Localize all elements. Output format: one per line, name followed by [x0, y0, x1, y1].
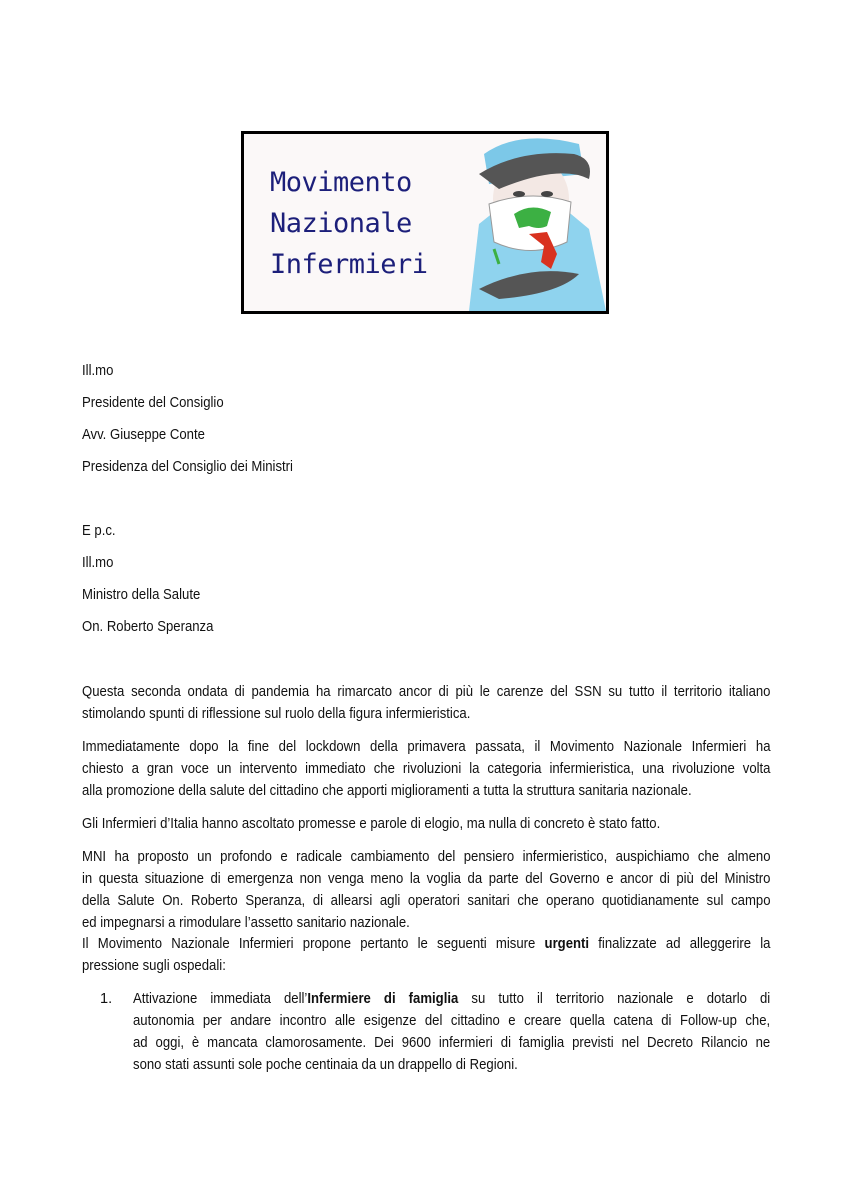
list-item-line	[133, 990, 770, 1008]
paragraph-line	[82, 848, 771, 866]
text-segment: su tutto il territorio nazionale e dotarlo di	[458, 991, 771, 1007]
text-segment: finalizzate ad alleggerire la	[589, 936, 771, 952]
text-segment: in questa situazione di emergenza non venga meno la voglia da parte del Governo e ancor di più del Ministro	[82, 871, 771, 887]
text-segment: sono stati assunti sole poche centinaia da un drappello di Regioni.	[133, 1057, 518, 1073]
logo-line: Nazionale	[270, 208, 412, 239]
recipient-line: Presidenza del Consiglio dei Ministri	[82, 459, 293, 475]
paragraph-line	[82, 738, 771, 756]
paragraph-line	[82, 683, 771, 701]
nurse-illustration	[459, 134, 606, 311]
logo-line: Movimento	[270, 167, 412, 198]
logo-line: Infermieri	[270, 249, 428, 280]
paragraph-line	[82, 782, 771, 800]
text-segment: Questa seconda ondata di pandemia ha rimarcato ancor di più le carenze del SSN su tutto il territorio italiano	[82, 684, 771, 700]
text-segment: MNI ha proposto un profondo e radicale cambiamento del pensiero infermieristico, auspichiamo che almeno	[82, 849, 771, 865]
paragraph-line	[82, 870, 771, 888]
paragraph-line	[82, 892, 771, 910]
paragraph-line	[82, 815, 771, 833]
paragraph-line	[82, 705, 771, 723]
list-item-line	[133, 1012, 770, 1030]
cc-line: On. Roberto Speranza	[82, 619, 214, 635]
text-segment: Immediatamente dopo la fine del lockdown della primavera passata, il Movimento Nazionale Infermieri ha	[82, 739, 771, 755]
text-segment: ed impegnarsi a rimodulare l’assetto sanitario nazionale.	[82, 915, 410, 931]
recipient-line: Avv. Giuseppe Conte	[82, 427, 205, 443]
text-segment: alla promozione della salute del cittadino che apporti miglioramenti a tutta la struttura sanitaria nazionale.	[82, 783, 692, 799]
paragraph-line	[82, 760, 771, 778]
text-segment: Attivazione immediata dell’	[133, 991, 308, 1007]
movimento-nazionale-infermieri-logo	[241, 131, 609, 314]
list-item-line	[133, 1056, 770, 1074]
cc-line: Ministro della Salute	[82, 587, 201, 603]
text-segment: chiesto a gran voce un intervento immediato che rivoluzioni la categoria infermieristica, una rivoluzione volta	[82, 761, 771, 777]
recipient-line: Presidente del Consiglio	[82, 395, 224, 411]
list-number: 1.	[100, 991, 113, 1007]
paragraph-line	[82, 935, 771, 953]
text-segment: stimolando spunti di riflessione sul ruolo della figura infermieristica.	[82, 706, 471, 722]
text-segment: ad oggi, è mancata clamorosamente. Dei 9600 infermieri di famiglia previsti nel Decreto Rilancio ne	[133, 1035, 771, 1051]
text-segment: Gli Infermieri d’Italia hanno ascoltato promesse e parole di elogio, ma nulla di concreto è stato fatto.	[82, 816, 661, 832]
logo-text	[270, 162, 428, 285]
text-segment: pressione sugli ospedali:	[82, 958, 226, 974]
text-segment: della Salute On. Roberto Speranza, di allearsi agli operatori sanitari che operano quotidianamente sul campo	[82, 893, 771, 909]
recipient-line: Ill.mo	[82, 363, 114, 379]
cc-line: E p.c.	[82, 523, 116, 539]
bold-text: Infermiere di famiglia	[307, 991, 459, 1007]
list-item-line	[133, 1034, 770, 1052]
bold-text: urgenti	[544, 936, 590, 952]
text-segment: Il Movimento Nazionale Infermieri propone pertanto le seguenti misure	[82, 936, 545, 952]
cc-line: Ill.mo	[82, 555, 114, 571]
paragraph-line	[82, 957, 771, 975]
paragraph-line	[82, 914, 771, 932]
text-segment: autonomia per andare incontro alle esigenze del cittadino e creare quella catena di Follow-up che,	[133, 1013, 771, 1029]
